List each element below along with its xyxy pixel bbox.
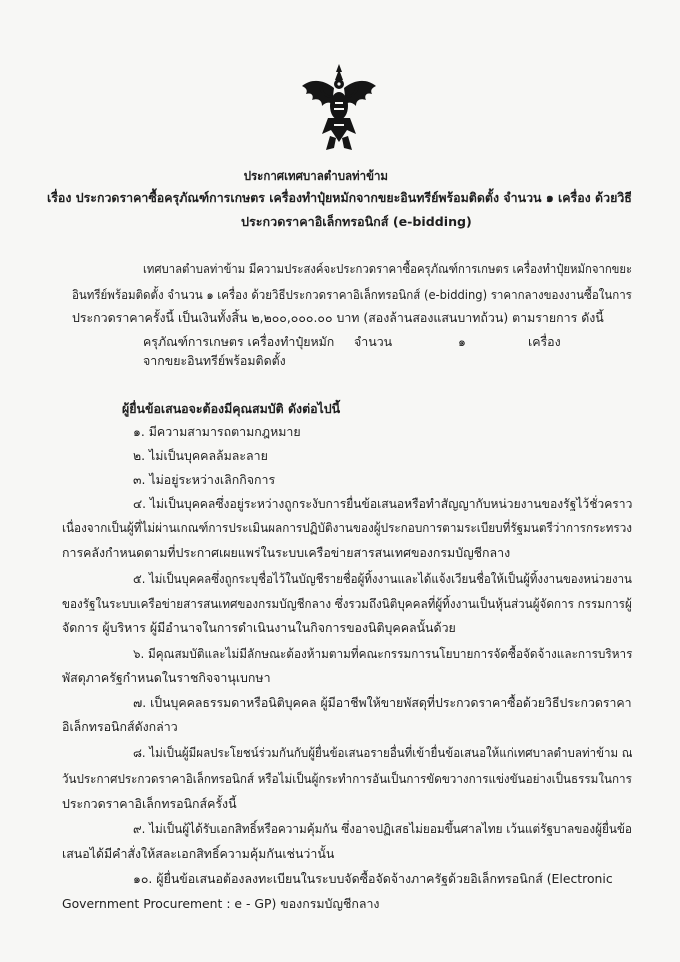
qualification-5-line-2: ของรัฐในระบบเครือข่ายสารสนเทศของกรมบัญชีกลาง ซึ่งรวมถึงนิติบุคคลที่ผู้ทิ้งงานเป็นหุ้นส่วนผู้จัดการ กรรมการผู้: [62, 596, 632, 611]
qualification-9-line-2: เสนอได้มีคำสั่งให้สละเอกสิทธิ์ความคุ้มกันเช่นว่านั้น: [62, 846, 335, 861]
subject-text: ประกวดราคาซื้อครุภัณฑ์การเกษตร เครื่องทำปุ๋ยหมักจากขยะอินทรีย์พร้อมติดตั้ง จำนวน ๑ เครื่อง ด้วยวิธี: [75, 190, 632, 205]
announcement-subject-line-2: ประกวดราคาอิเล็กทรอนิกส์ (e-bidding): [241, 214, 472, 229]
qualification-6-line-2: พัสดุภาครัฐกำหนดในราชกิจจานุเบกษา: [62, 670, 271, 685]
qualification-4-line-1: ๔. ไม่เป็นบุคคลซึ่งอยู่ระหว่างถูกระงับการยื่นข้อเสนอหรือทำสัญญากับหน่วยงานของรัฐไว้ชั่วคราว: [133, 496, 633, 511]
qualifications-heading: ผู้ยื่นข้อเสนอจะต้องมีคุณสมบัติ ดังต่อไปนี้: [122, 401, 341, 416]
item-name-line-2: จากขยะอินทรีย์พร้อมติดตั้ง: [143, 353, 286, 368]
qualification-2: ๒. ไม่เป็นบุคคลล้มละลาย: [133, 448, 268, 463]
qualification-8-line-2: วันประกาศประกวดราคาอิเล็กทรอนิกส์ หรือไม่เป็นผู้กระทำการอันเป็นการขัดขวางการแข่งขันอย่างเป็นธรรมในการ: [62, 771, 632, 786]
qualification-7-line-1: ๗. เป็นบุคคลธรรมดาหรือนิติบุคคล ผู้มีอาชีพให้ขายพัสดุที่ประกวดราคาซื้อด้วยวิธีประกวดราคา: [133, 695, 632, 710]
intro-line-3: ประกวดราคาครั้งนี้ เป็นเงินทั้งสิ้น ๒,๒๐๐,๐๐๐.๐๐ บาท (สองล้านสองแสนบาทถ้วน) ตามรายการ ดังนี้: [72, 310, 604, 325]
intro-line-2: อินทรีย์พร้อมติดตั้ง จำนวน ๑ เครื่อง ด้วยวิธีประกวดราคาอิเล็กทรอนิกส์ (e-bidding) ราคากลางของงานซื้อในการ: [72, 287, 632, 302]
qualification-4-line-3: การคลังกำหนดตามที่ประกาศเผยแพร่ในระบบเครือข่ายสารสนเทศของกรมบัญชีกลาง: [62, 545, 511, 560]
intro-purpose: มีความประสงค์จะประกวดราคาซื้อครุภัณฑ์การเกษตร เครื่องทำปุ๋ยหมักจากขยะ: [248, 261, 633, 276]
announcement-title: ประกาศเทศบาลตำบลท่าข้าม: [243, 168, 389, 183]
item-qty: ๑: [458, 334, 466, 349]
qualification-1: ๑. มีความสามารถตามกฎหมาย: [133, 424, 301, 439]
qualification-9-line-1: ๙. ไม่เป็นผู้ได้รับเอกสิทธิ์หรือความคุ้มกัน ซึ่งอาจปฏิเสธไม่ยอมขึ้นศาลไทย เว้นแต่รัฐบาลของผู้ยื่นข้อ: [133, 821, 632, 836]
item-unit: เครื่อง: [528, 334, 561, 349]
qualification-10-line-2: Government Procurement : e - GP) ของกรมบัญชีกลาง: [62, 896, 380, 911]
qualification-6-line-1: ๖. มีคุณสมบัติและไม่มีลักษณะต้องห้ามตามที่คณะกรรมการนโยบายการจัดซื้อจัดจ้างและการบริหาร: [133, 646, 633, 661]
qualification-5-line-3: จัดการ ผู้บริหาร ผู้มีอำนาจในการดำเนินงานในกิจการของนิติบุคคลนั้นด้วย: [62, 620, 456, 635]
item-qty-label: จำนวน: [354, 334, 393, 349]
garuda-emblem: [298, 62, 380, 154]
item-name-line-1: ครุภัณฑ์การเกษตร เครื่องทำปุ๋ยหมัก: [143, 334, 335, 349]
qualification-5-line-1: ๕. ไม่เป็นบุคคลซึ่งถูกระบุชื่อไว้ในบัญชีรายชื่อผู้ทิ้งงานและได้แจ้งเวียนชื่อให้เป็นผู้ทิ้งงานของหน่วยงาน: [133, 571, 632, 586]
subject-label: เรื่อง: [47, 190, 72, 205]
qualification-7-line-2: อิเล็กทรอนิกส์ดังกล่าว: [62, 719, 178, 734]
qualification-10-line-1: ๑๐. ผู้ยื่นข้อเสนอต้องลงทะเบียนในระบบจัดซื้อจัดจ้างภาครัฐด้วยอิเล็กทรอนิกส์ (Electronic: [133, 871, 613, 886]
qualification-8-line-3: ประกวดราคาอิเล็กทรอนิกส์ครั้งนี้: [62, 796, 237, 811]
qualification-4-line-2: เนื่องจากเป็นผู้ที่ไม่ผ่านเกณฑ์การประเมินผลการปฏิบัติงานของผู้ประกอบการตามระเบียบที่รัฐมนตรีว่าการกระทรวง: [62, 520, 633, 535]
intro-line-1: [143, 261, 632, 277]
qualification-8-line-1: ๘. ไม่เป็นผู้มีผลประโยชน์ร่วมกันกับผู้ยื่นข้อเสนอรายอื่นที่เข้ายื่นข้อเสนอให้แก่เทศบาลตำบลท่าข้าม ณ: [133, 745, 633, 760]
intro-agency: เทศบาลตำบลท่าข้าม: [143, 261, 246, 276]
qualification-3: ๓. ไม่อยู่ระหว่างเลิกกิจการ: [133, 472, 276, 487]
announcement-subject-line-1: [47, 190, 632, 206]
